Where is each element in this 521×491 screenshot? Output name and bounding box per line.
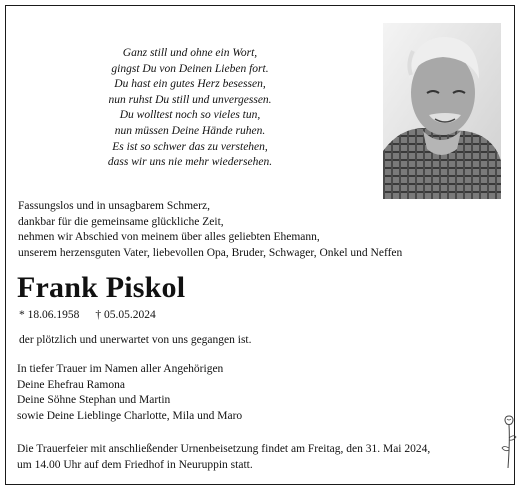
- poem-line: Du hast ein gutes Herz besessen,: [114, 78, 266, 91]
- rose-icon: [500, 410, 518, 470]
- deceased-name: Frank Piskol: [17, 271, 186, 304]
- intro-line: Fassungslos und in unsagbarem Schmerz,: [18, 200, 210, 212]
- birth-date: * 18.06.1958: [19, 309, 80, 321]
- portrait-illustration: [383, 23, 501, 199]
- poem-line: nun müssen Deine Hände ruhen.: [114, 124, 266, 137]
- intro-line: nehmen wir Abschied von meinem über alles geliebten Ehemann,: [18, 231, 320, 244]
- mourner-line: Deine Ehefrau Ramona: [17, 378, 125, 391]
- death-date: † 05.05.2024: [95, 309, 156, 321]
- intro-line: unserem herzensguten Vater, liebevollen Opa, Bruder, Schwager, Onkel und Neffen: [18, 246, 403, 259]
- poem: [60, 46, 320, 171]
- poem-line: Ganz still und ohne ein Wort,: [122, 47, 258, 59]
- funeral-line: um 14.00 Uhr auf dem Friedhof in Neuruppin statt.: [17, 458, 253, 471]
- intro-line: dankbar für die gemeinsame glückliche Zeit,: [18, 215, 224, 228]
- poem-line: dass wir uns nie mehr wiedersehen.: [107, 156, 273, 169]
- passed-text: der plötzlich und unerwartet von uns gegangen ist.: [19, 334, 252, 346]
- mourner-line: In tiefer Trauer im Namen aller Angehörigen: [17, 363, 224, 375]
- poem-line: Es ist so schwer das zu verstehen,: [112, 140, 268, 153]
- mourner-line: sowie Deine Lieblinge Charlotte, Mila und Maro: [17, 409, 243, 422]
- poem-line: gingst Du von Deinen Lieben fort.: [111, 62, 269, 75]
- poem-line: Du wolltest noch so vieles tun,: [119, 109, 261, 122]
- mourner-line: Deine Söhne Stephan und Martin: [17, 394, 171, 406]
- funeral-line: Die Trauerfeier mit anschließender Urnenbeisetzung findet am Freitag, den 31. Mai 2024,: [17, 443, 431, 455]
- funeral-notice: [17, 442, 502, 473]
- intro-text: [18, 199, 488, 261]
- poem-line: nun ruhst Du still und unvergessen.: [108, 93, 272, 106]
- life-dates: [19, 308, 156, 322]
- mourners-list: [17, 362, 242, 424]
- portrait-photo: [383, 23, 501, 199]
